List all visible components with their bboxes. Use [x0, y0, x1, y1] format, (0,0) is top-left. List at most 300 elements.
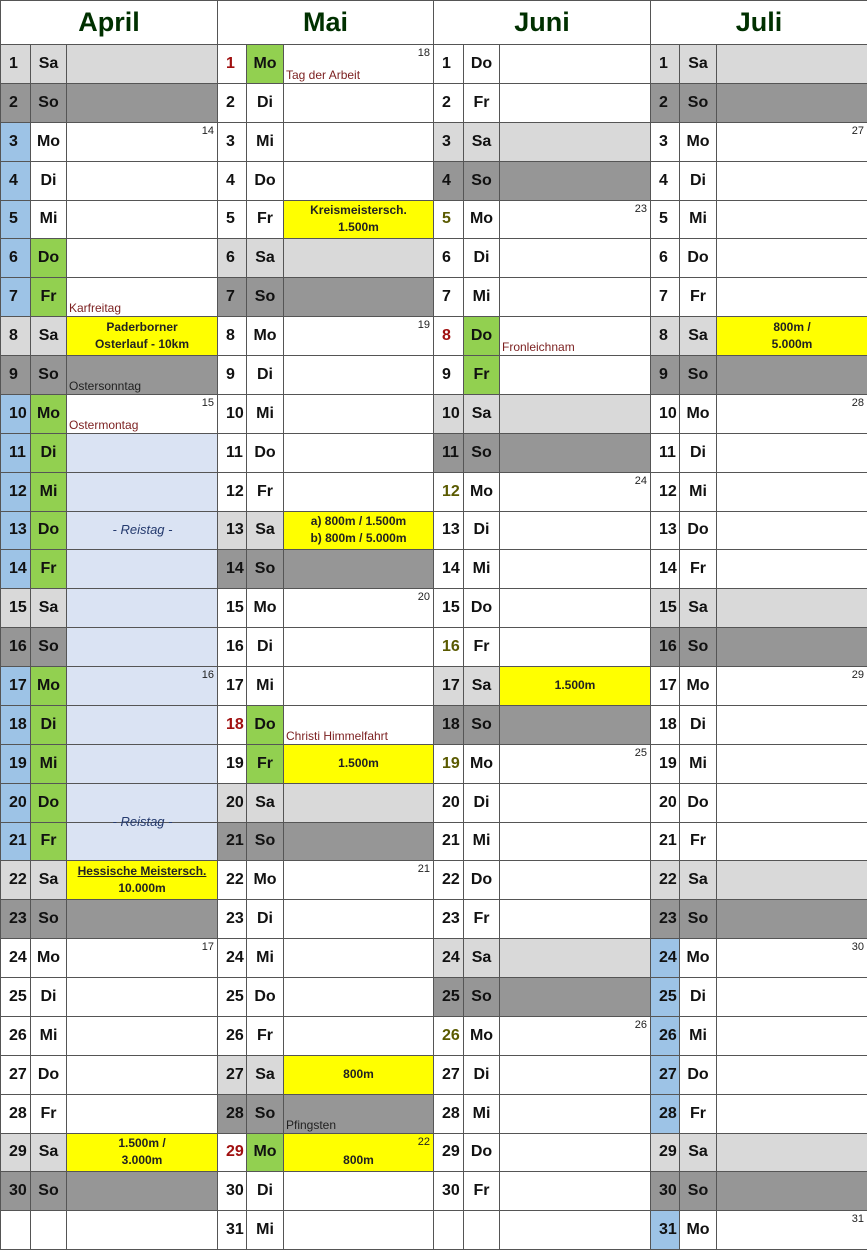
day-entry-cell[interactable] — [67, 239, 218, 278]
day-number: 2 — [651, 84, 680, 123]
week-number: 17 — [201, 941, 214, 954]
weekday: Do — [31, 239, 67, 278]
day-entry-cell[interactable] — [500, 201, 651, 240]
day-number: 9 — [434, 356, 464, 395]
day-entry-cell[interactable] — [284, 45, 434, 84]
day-entry-cell[interactable] — [67, 1172, 218, 1211]
weekday: Mi — [680, 201, 717, 240]
day-entry-cell[interactable] — [500, 939, 651, 978]
day-entry-cell[interactable] — [67, 1056, 218, 1095]
day-number: 8 — [218, 317, 247, 356]
day-entry-cell[interactable] — [67, 550, 218, 589]
day-number: 27 — [651, 1056, 680, 1095]
weekday: Do — [680, 784, 717, 823]
day-entry-cell[interactable] — [717, 356, 867, 395]
day-entry-cell[interactable] — [67, 706, 218, 745]
day-entry-cell[interactable] — [500, 162, 651, 201]
day-entry-cell[interactable] — [500, 434, 651, 473]
weekday: Mo — [680, 1211, 717, 1250]
holiday-label: Fronleichnam — [502, 340, 575, 354]
weekday: So — [464, 434, 500, 473]
day-entry-cell[interactable] — [284, 706, 434, 745]
weekday: Mi — [247, 667, 284, 706]
weekday: Do — [464, 589, 500, 628]
day-entry-cell[interactable] — [717, 1211, 867, 1250]
weekday: Di — [247, 1172, 284, 1211]
weekday: Mi — [680, 745, 717, 784]
day-entry-cell[interactable] — [500, 667, 651, 706]
day-entry-cell[interactable] — [67, 1095, 218, 1134]
weekday: Sa — [680, 45, 717, 84]
day-number: 26 — [1, 1017, 31, 1056]
weekday: Mo — [464, 1017, 500, 1056]
day-number: 10 — [1, 395, 31, 434]
weekday: Mi — [464, 823, 500, 862]
weekday: Do — [464, 317, 500, 356]
day-entry-cell[interactable] — [284, 978, 434, 1017]
day-number: 17 — [434, 667, 464, 706]
weekday: Di — [31, 706, 67, 745]
day-number: 11 — [434, 434, 464, 473]
weekday: Do — [247, 978, 284, 1017]
week-number: 22 — [417, 1135, 430, 1148]
day-number: 8 — [651, 317, 680, 356]
day-number: 30 — [434, 1172, 464, 1211]
weekday: Mo — [247, 589, 284, 628]
day-entry-cell[interactable] — [500, 978, 651, 1017]
day-entry-cell[interactable] — [717, 395, 867, 434]
day-entry-cell[interactable] — [284, 1134, 434, 1173]
day-entry-cell[interactable] — [284, 317, 434, 356]
day-entry-cell[interactable] — [500, 84, 651, 123]
day-entry-cell[interactable] — [67, 1017, 218, 1056]
weekday: Fr — [464, 628, 500, 667]
day-number: 31 — [218, 1211, 247, 1250]
day-entry-cell[interactable] — [67, 317, 218, 356]
weekday: Sa — [31, 589, 67, 628]
day-number: 9 — [218, 356, 247, 395]
day-entry-cell[interactable] — [500, 628, 651, 667]
weekday: Do — [31, 512, 67, 551]
weekday: Fr — [247, 473, 284, 512]
weekday: Fr — [247, 1017, 284, 1056]
day-entry-cell[interactable] — [717, 550, 867, 589]
day-entry-cell[interactable] — [717, 706, 867, 745]
day-entry-cell[interactable] — [67, 356, 218, 395]
day-entry-cell[interactable] — [717, 45, 867, 84]
day-number: 12 — [651, 473, 680, 512]
day-entry-cell[interactable] — [500, 1172, 651, 1211]
day-entry-cell[interactable] — [717, 667, 867, 706]
day-number: 19 — [218, 745, 247, 784]
weekday: Sa — [247, 512, 284, 551]
day-number: 19 — [434, 745, 464, 784]
day-entry-cell[interactable] — [717, 900, 867, 939]
competition-event — [284, 201, 433, 239]
week-number: 27 — [851, 124, 864, 137]
day-number: 24 — [651, 939, 680, 978]
weekday: Fr — [464, 1172, 500, 1211]
day-number: 1 — [218, 45, 247, 84]
weekday: Mo — [680, 395, 717, 434]
event-line: 800m — [343, 1067, 374, 1082]
competition-event — [67, 1134, 217, 1172]
week-number: 28 — [851, 396, 864, 409]
day-entry-cell[interactable] — [500, 1056, 651, 1095]
weekday: Mi — [247, 395, 284, 434]
weekday: Di — [247, 900, 284, 939]
day-entry-cell[interactable] — [717, 1172, 867, 1211]
day-entry-cell[interactable] — [284, 162, 434, 201]
weekday: Mo — [680, 939, 717, 978]
day-entry-cell[interactable] — [717, 939, 867, 978]
weekday: Mi — [31, 1017, 67, 1056]
day-entry-cell[interactable] — [717, 162, 867, 201]
day-entry-cell[interactable] — [500, 784, 651, 823]
day-entry-cell[interactable] — [500, 900, 651, 939]
day-entry-cell[interactable] — [67, 745, 218, 784]
day-number: 7 — [1, 278, 31, 317]
day-entry-cell[interactable] — [717, 123, 867, 162]
competition-event — [284, 512, 433, 550]
day-number: 23 — [218, 900, 247, 939]
day-entry-cell[interactable] — [284, 123, 434, 162]
day-number: 18 — [651, 706, 680, 745]
day-number: 7 — [434, 278, 464, 317]
day-entry-cell[interactable] — [717, 861, 867, 900]
day-entry-cell[interactable] — [717, 784, 867, 823]
day-entry-cell[interactable] — [284, 784, 434, 823]
week-number: 24 — [634, 474, 647, 487]
day-entry-cell[interactable] — [717, 201, 867, 240]
day-entry-cell[interactable] — [717, 512, 867, 551]
weekday: So — [680, 1172, 717, 1211]
day-entry-cell[interactable] — [717, 1134, 867, 1173]
day-entry-cell[interactable] — [284, 1017, 434, 1056]
day-entry-cell[interactable] — [717, 745, 867, 784]
day-number: 27 — [218, 1056, 247, 1095]
weekday: Mi — [31, 745, 67, 784]
day-entry-cell[interactable] — [284, 861, 434, 900]
weekday: Fr — [680, 278, 717, 317]
week-number: 19 — [417, 319, 430, 332]
weekday: Mo — [247, 317, 284, 356]
day-entry-cell[interactable] — [284, 1095, 434, 1134]
day-entry-cell[interactable] — [717, 278, 867, 317]
day-number: 7 — [218, 278, 247, 317]
event-line: 5.000m — [771, 337, 813, 352]
day-number — [434, 1211, 464, 1250]
day-entry-cell[interactable] — [500, 512, 651, 551]
week-number: 21 — [417, 863, 430, 876]
day-entry-cell[interactable] — [67, 395, 218, 434]
travel-day-label: - Reistag - — [112, 813, 173, 829]
day-entry-cell[interactable] — [500, 861, 651, 900]
weekday: Di — [247, 84, 284, 123]
day-entry-cell[interactable] — [500, 1211, 651, 1250]
day-entry-cell[interactable] — [500, 356, 651, 395]
day-number: 25 — [651, 978, 680, 1017]
day-number: 16 — [1, 628, 31, 667]
day-entry-cell[interactable] — [67, 978, 218, 1017]
day-number: 28 — [651, 1095, 680, 1134]
day-number: 29 — [1, 1134, 31, 1173]
week-number: 30 — [851, 941, 864, 954]
day-entry-cell[interactable] — [500, 45, 651, 84]
weekday: So — [31, 628, 67, 667]
weekday: Fr — [31, 278, 67, 317]
day-entry-cell[interactable] — [284, 512, 434, 551]
weekday — [31, 1211, 67, 1250]
competition-event — [500, 667, 650, 705]
day-entry-cell[interactable] — [500, 1017, 651, 1056]
day-number: 28 — [434, 1095, 464, 1134]
day-entry-cell[interactable] — [67, 45, 218, 84]
weekday: Di — [464, 239, 500, 278]
day-entry-cell[interactable] — [67, 861, 218, 900]
day-entry-cell[interactable] — [284, 667, 434, 706]
day-entry-cell[interactable] — [500, 706, 651, 745]
day-entry-cell[interactable] — [717, 473, 867, 512]
weekday: Mi — [247, 1211, 284, 1250]
day-number: 4 — [434, 162, 464, 201]
day-number: 29 — [651, 1134, 680, 1173]
weekday: Di — [680, 978, 717, 1017]
day-entry-cell[interactable] — [67, 589, 218, 628]
weekday: Mo — [247, 1134, 284, 1173]
day-entry-cell[interactable] — [500, 589, 651, 628]
day-entry-cell[interactable] — [67, 162, 218, 201]
competition-event — [284, 1056, 433, 1094]
day-number: 24 — [1, 939, 31, 978]
weekday: Fr — [247, 745, 284, 784]
weekday: Di — [464, 1056, 500, 1095]
weekday: Sa — [31, 1134, 67, 1173]
day-number: 3 — [1, 123, 31, 162]
weekday: Do — [680, 512, 717, 551]
weekday: Mi — [680, 1017, 717, 1056]
weekday: Sa — [247, 239, 284, 278]
day-entry-cell[interactable] — [284, 745, 434, 784]
day-entry-cell[interactable] — [67, 123, 218, 162]
week-number: 20 — [417, 591, 430, 604]
day-number: 25 — [434, 978, 464, 1017]
weekday: Do — [31, 784, 67, 823]
day-number: 13 — [1, 512, 31, 551]
day-entry-cell[interactable] — [717, 317, 867, 356]
weekday: Fr — [680, 550, 717, 589]
day-entry-cell[interactable] — [284, 356, 434, 395]
weekday: So — [31, 84, 67, 123]
weekday: Mo — [247, 45, 284, 84]
competition-event — [67, 861, 217, 899]
weekday: Fr — [680, 1095, 717, 1134]
day-entry-cell[interactable] — [67, 628, 218, 667]
day-entry-cell[interactable] — [500, 239, 651, 278]
holiday-label: Ostermontag — [69, 417, 139, 432]
weekday: Sa — [680, 589, 717, 628]
day-number: 8 — [434, 317, 464, 356]
day-number: 26 — [651, 1017, 680, 1056]
day-number: 28 — [1, 1095, 31, 1134]
day-entry-cell[interactable] — [284, 823, 434, 862]
event-line: 1.500m — [338, 756, 379, 771]
weekday: Sa — [464, 939, 500, 978]
day-number: 16 — [218, 628, 247, 667]
day-entry-cell[interactable] — [284, 1172, 434, 1211]
weekday: So — [31, 1172, 67, 1211]
day-number: 3 — [434, 123, 464, 162]
day-entry-cell[interactable] — [284, 278, 434, 317]
day-entry-cell[interactable] — [717, 84, 867, 123]
day-entry-cell[interactable] — [67, 900, 218, 939]
day-entry-cell[interactable] — [67, 278, 218, 317]
day-entry-cell[interactable] — [500, 1134, 651, 1173]
competition-event — [67, 317, 217, 355]
day-number: 11 — [651, 434, 680, 473]
day-entry-cell[interactable] — [717, 434, 867, 473]
day-entry-cell[interactable] — [284, 201, 434, 240]
day-entry-cell[interactable] — [500, 278, 651, 317]
day-entry-cell[interactable] — [717, 628, 867, 667]
day-entry-cell[interactable] — [284, 434, 434, 473]
day-number: 16 — [651, 628, 680, 667]
day-entry-cell[interactable] — [717, 589, 867, 628]
day-entry-cell[interactable] — [500, 473, 651, 512]
day-entry-cell[interactable] — [67, 1211, 218, 1250]
day-entry-cell[interactable] — [500, 317, 651, 356]
day-entry-cell[interactable] — [717, 1095, 867, 1134]
day-number: 23 — [434, 900, 464, 939]
day-number: 17 — [218, 667, 247, 706]
event-line: 3.000m — [121, 1153, 163, 1168]
day-entry-cell[interactable] — [67, 473, 218, 512]
month-header: Mai — [218, 1, 434, 45]
weekday: So — [31, 356, 67, 395]
weekday: Di — [680, 162, 717, 201]
day-entry-cell[interactable] — [500, 550, 651, 589]
weekday: Sa — [464, 123, 500, 162]
day-number: 14 — [434, 550, 464, 589]
weekday: Sa — [464, 667, 500, 706]
day-entry-cell[interactable] — [284, 589, 434, 628]
weekday: Mo — [247, 861, 284, 900]
weekday: Sa — [247, 1056, 284, 1095]
day-entry-cell[interactable] — [284, 473, 434, 512]
weekday: Fr — [31, 550, 67, 589]
day-number: 24 — [218, 939, 247, 978]
weekday: Fr — [680, 823, 717, 862]
day-number: 12 — [218, 473, 247, 512]
weekday: Do — [464, 45, 500, 84]
day-entry-cell[interactable] — [717, 1056, 867, 1095]
weekday: Do — [680, 1056, 717, 1095]
day-entry-cell[interactable] — [717, 823, 867, 862]
day-entry-cell[interactable] — [284, 550, 434, 589]
day-entry-cell[interactable] — [500, 123, 651, 162]
weekday: Do — [31, 1056, 67, 1095]
day-number: 10 — [651, 395, 680, 434]
day-number: 25 — [1, 978, 31, 1017]
day-entry-cell[interactable] — [284, 1056, 434, 1095]
holiday-label: Tag der Arbeit — [286, 67, 361, 82]
day-number: 30 — [1, 1172, 31, 1211]
day-number: 7 — [651, 278, 680, 317]
day-entry-cell[interactable] — [67, 434, 218, 473]
weekday: So — [31, 900, 67, 939]
weekday: Mi — [247, 123, 284, 162]
day-number: 20 — [1, 784, 31, 823]
weekday: Di — [247, 356, 284, 395]
day-entry-cell[interactable] — [500, 395, 651, 434]
event-line: 800m — [343, 1153, 374, 1168]
day-entry-cell[interactable] — [717, 978, 867, 1017]
day-entry-cell[interactable] — [67, 667, 218, 706]
day-number: 18 — [434, 706, 464, 745]
weekday: So — [680, 900, 717, 939]
day-entry-cell[interactable] — [67, 84, 218, 123]
day-number: 24 — [434, 939, 464, 978]
event-line: Hessische Meistersch. — [77, 864, 207, 879]
holiday-label: Pfingsten — [286, 1117, 337, 1132]
day-entry-cell[interactable] — [284, 395, 434, 434]
day-number: 10 — [218, 395, 247, 434]
day-entry-cell[interactable] — [284, 939, 434, 978]
day-entry-cell[interactable] — [717, 239, 867, 278]
week-number: 14 — [201, 124, 214, 137]
weekday: Mi — [680, 473, 717, 512]
holiday-label: Ostersonntag — [69, 378, 142, 393]
weekday: So — [247, 278, 284, 317]
day-entry-cell[interactable] — [67, 939, 218, 978]
day-entry-cell[interactable] — [500, 745, 651, 784]
day-entry-cell[interactable] — [717, 1017, 867, 1056]
weekday: Do — [247, 162, 284, 201]
weekday — [464, 1211, 500, 1250]
day-number: 14 — [218, 550, 247, 589]
day-entry-cell[interactable] — [500, 823, 651, 862]
weekday: Mo — [464, 473, 500, 512]
day-number: 20 — [434, 784, 464, 823]
day-entry-cell[interactable] — [284, 1211, 434, 1250]
weekday: Sa — [680, 317, 717, 356]
day-entry-cell[interactable] — [500, 1095, 651, 1134]
day-entry-cell[interactable] — [284, 239, 434, 278]
travel-day-label: - Reistag - — [112, 521, 173, 537]
day-number: 3 — [651, 123, 680, 162]
day-entry-cell[interactable] — [284, 84, 434, 123]
day-entry-cell[interactable] — [67, 1134, 218, 1173]
month-header: April — [1, 1, 218, 45]
event-line: Osterlauf - 10km — [94, 337, 190, 352]
day-number: 4 — [651, 162, 680, 201]
day-number: 6 — [651, 239, 680, 278]
weekday: Sa — [680, 1134, 717, 1173]
competition-event — [284, 745, 433, 783]
day-number: 15 — [1, 589, 31, 628]
weekday: So — [464, 706, 500, 745]
weekday: Mo — [31, 667, 67, 706]
week-number: 25 — [634, 746, 647, 759]
day-number: 26 — [218, 1017, 247, 1056]
day-entry-cell[interactable] — [284, 628, 434, 667]
day-number: 8 — [1, 317, 31, 356]
event-line: Kreismeistersch. — [310, 203, 407, 218]
competition-event — [284, 1134, 433, 1172]
day-entry-cell[interactable] — [284, 900, 434, 939]
day-entry-cell[interactable] — [67, 201, 218, 240]
day-number: 14 — [651, 550, 680, 589]
